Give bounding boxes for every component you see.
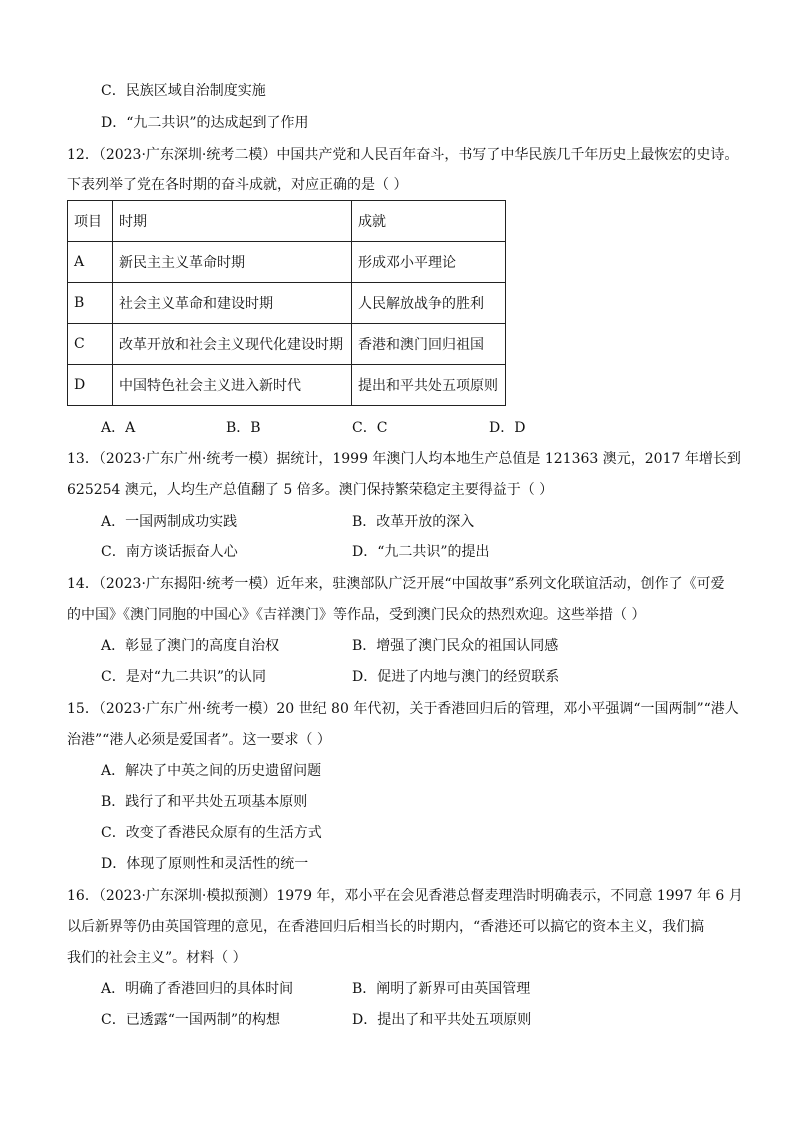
q12-option-c: C．C [352,420,388,436]
q11-option-d: D．“九二共识”的达成起到了作用 [101,115,309,131]
q12-option-d: D．D [489,420,526,436]
q14-option-c: C．是对“九二共识”的认同 [101,669,267,685]
q14-option-a: A．彰显了澳门的高度自治权 [101,638,280,654]
table-header-row [68,201,506,242]
table-header-cell: 时期 [113,201,352,242]
q15-option-c: C．改变了香港民众原有的生活方式 [101,825,322,841]
q13-stem-line1: 13．（2023·广东广州·统考一模）据统计，1999 年澳门人均本地生产总值是 121363 澳元，2017 年增长到 [67,451,741,467]
q15-stem-line1: 15．（2023·广东广州·统考一模）20 世纪 80 年代初，关于香港回归后的管理，邓小平强调“一国两制”“港人 [67,701,739,717]
q12-table [67,200,506,406]
table-cell: 香港和澳门回归祖国 [352,324,506,365]
q13-option-c: C．南方谈话振奋人心 [101,544,238,560]
q16-option-c: C．已透露“一国两制”的构想 [101,1012,281,1028]
table-row [68,365,506,406]
table-cell: 社会主义革命和建设时期 [113,283,352,324]
q12-stem-line2: 下表列举了党在各时期的奋斗成就，对应正确的是（ ） [67,177,408,193]
q15-option-d: D．体现了原则性和灵活性的统一 [101,856,309,872]
table-row [68,242,506,283]
table-row [68,324,506,365]
q15-option-a: A．解决了中英之间的历史遗留问题 [101,763,322,779]
q16-stem-line3: 我们的社会主义”。材料（ ） [67,950,247,966]
table-cell: 人民解放战争的胜利 [352,283,506,324]
q12-stem-line1: 12．（2023·广东深圳·统考二模）中国共产党和人民百年奋斗，书写了中华民族几千年历史上最恢宏的史诗。 [67,147,739,163]
table-cell: 中国特色社会主义进入新时代 [113,365,352,406]
q12-option-a: A．A [101,420,136,436]
table-cell: 改革开放和社会主义现代化建设时期 [113,324,352,365]
table-cell: D [68,365,113,406]
q12-option-b: B．B [226,420,261,436]
q13-stem-line2: 625254 澳元，人均生产总值翻了 5 倍多。澳门保持繁荣稳定主要得益于（ ） [67,482,554,498]
q16-option-b: B．阐明了新界可由英国管理 [352,981,531,997]
table-row [68,283,506,324]
table-cell: 提出和平共处五项原则 [352,365,506,406]
q14-stem-line2: 的中国》《澳门同胞的中国心》《吉祥澳门》等作品，受到澳门民众的热烈欢迎。这些举措（ ） [67,607,646,623]
table-cell: B [68,283,113,324]
table-header-cell: 成就 [352,201,506,242]
q13-option-a: A．一国两制成功实践 [101,514,238,530]
q15-option-b: B．践行了和平共处五项基本原则 [101,794,308,810]
q13-option-b: B．改革开放的深入 [352,514,475,530]
table-cell: A [68,242,113,283]
table-cell: 形成邓小平理论 [352,242,506,283]
q11-option-c: C．民族区域自治制度实施 [101,83,266,99]
table-header-cell: 项目 [68,201,113,242]
table-cell: 新民主主义革命时期 [113,242,352,283]
q15-stem-line2: 治港”“港人必须是爱国者”。这一要求（ ） [67,732,331,748]
q13-option-d: D．“九二共识”的提出 [352,544,490,560]
q16-option-d: D．提出了和平共处五项原则 [352,1012,532,1028]
q14-option-b: B．增强了澳门民众的祖国认同感 [352,638,559,654]
q16-stem-line1: 16．（2023·广东深圳·模拟预测）1979 年，邓小平在会见香港总督麦理浩时明确表示，不同意 1997 年 6 月 [67,888,743,904]
q16-stem-line2: 以后新界等仍由英国管理的意见，在香港回归后相当长的时期内，“香港还可以搞它的资本主义，我们搞 [67,919,705,935]
q14-stem-line1: 14．（2023·广东揭阳·统考一模）近年来，驻澳部队广泛开展“中国故事”系列文化联谊活动，创作了《可爱 [67,576,725,592]
q14-option-d: D．促进了内地与澳门的经贸联系 [352,669,560,685]
q16-option-a: A．明确了香港回归的具体时间 [101,981,294,997]
table-cell: C [68,324,113,365]
